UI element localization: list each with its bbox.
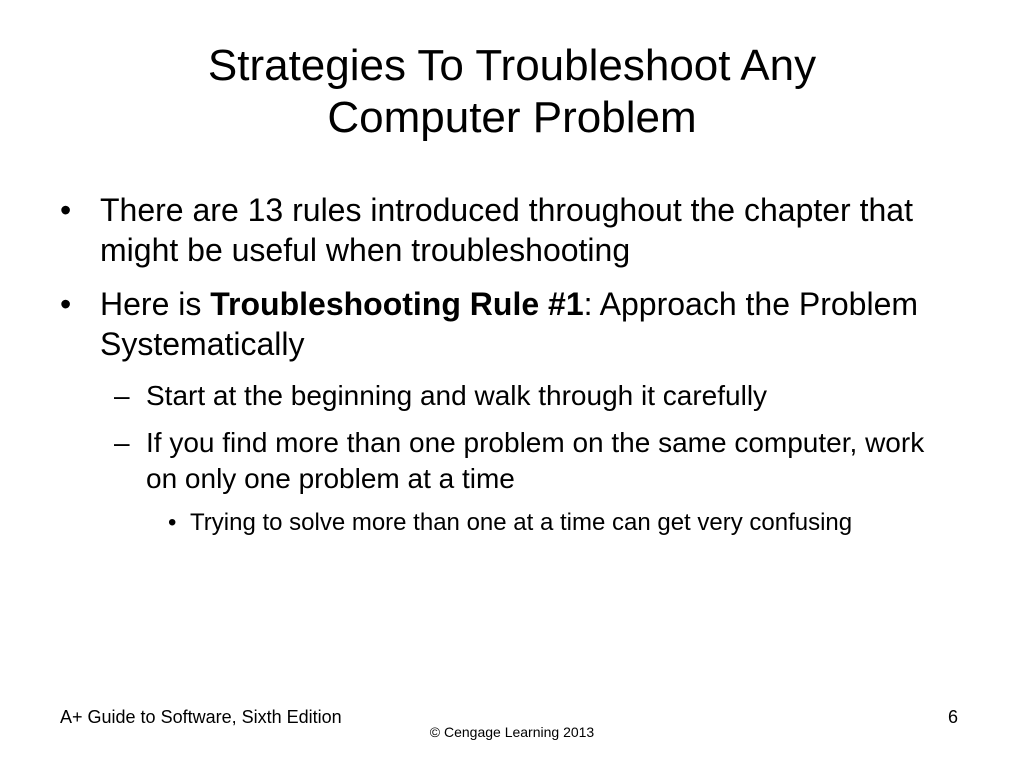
sub-bullet-text: If you find more than one problem on the same computer, work on only one problem at a time [146,427,925,494]
sub-bullet-text: Start at the beginning and walk through it carefully [146,380,768,411]
bullet-marker: • [168,509,177,536]
footer-page-number: 6 [948,707,959,727]
bullet-item [60,284,940,364]
slide-body [60,190,940,546]
bullet-text: There are 13 rules introduced throughout the chapter that might be useful when troubleshooting [100,192,913,268]
sub-sub-bullet-text: Trying to solve more than one at a time can get very confusing [190,509,853,536]
bullet-marker: • [60,286,72,322]
slide-title: Strategies To Troubleshoot Any Computer Problem [207,41,817,142]
bullet-item [60,190,940,270]
bullet-marker: • [60,192,72,228]
dash-marker: – [114,380,130,411]
sub-sub-bullet-item [60,508,940,538]
rule-name: Troubleshooting Rule #1 [210,286,584,322]
bullet-text-rule: : Approach the Problem Systematically [100,286,919,362]
bullet-text [100,286,918,362]
bullet-text-intro: Here is [100,286,211,322]
sub-bullet-item [60,425,940,497]
footer-copyright: © Cengage Learning 2013 [429,724,595,740]
dash-marker: – [114,427,130,458]
sub-bullet-item [60,378,940,414]
footer-book-title: A+ Guide to Software, Sixth Edition [60,707,342,727]
